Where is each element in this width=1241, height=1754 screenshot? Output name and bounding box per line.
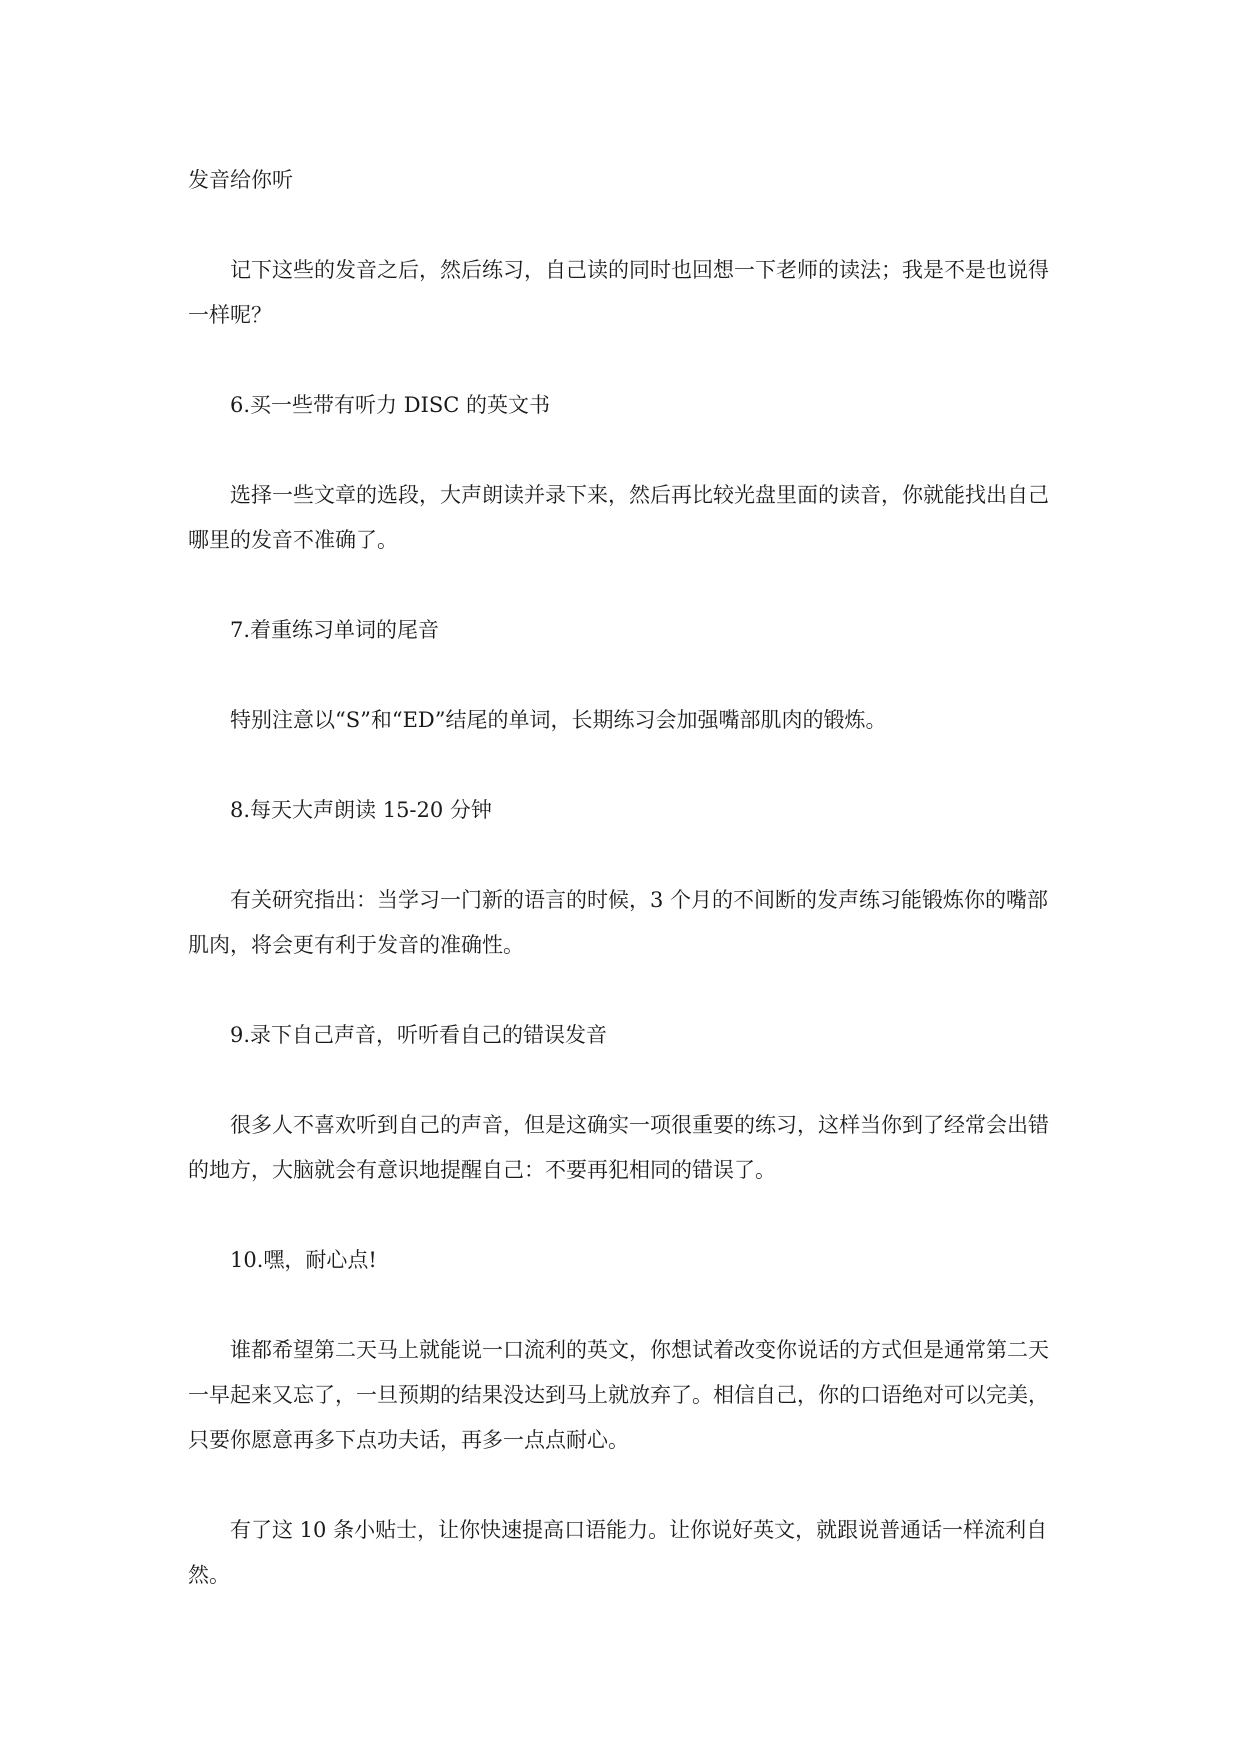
spacer bbox=[188, 653, 1058, 698]
tip-paragraph-7: 特别注意以“S”和“ED”结尾的单词，长期练习会加强嘴部肌肉的锻炼。 bbox=[230, 708, 887, 732]
tip-heading-7: 7.着重练习单词的尾音 bbox=[230, 618, 440, 642]
tip-paragraph-9: 很多人不喜欢听到自己的声音，但是这确实一项很重要的练习，这样当你到了经常会出错的地方，大脑就会有意识地提醒自己：不要再犯相同的错误了。 bbox=[188, 1113, 1049, 1182]
spacer bbox=[188, 203, 1058, 248]
document-body bbox=[188, 158, 1058, 1598]
continued-line: 发音给你听 bbox=[188, 168, 293, 192]
spacer bbox=[188, 428, 1058, 473]
spacer bbox=[188, 563, 1058, 608]
tip-paragraph-6: 选择一些文章的选段，大声朗读并录下来，然后再比较光盘里面的读音，你就能找出自己哪里的发音不准确了。 bbox=[188, 483, 1049, 552]
spacer bbox=[188, 968, 1058, 1013]
spacer bbox=[188, 338, 1058, 383]
paragraph-record-pronunciation: 记下这些的发音之后，然后练习，自己读的同时也回想一下老师的读法；我是不是也说得一样呢？ bbox=[188, 258, 1049, 327]
spacer bbox=[188, 1058, 1058, 1103]
spacer bbox=[188, 833, 1058, 878]
spacer bbox=[188, 1283, 1058, 1328]
tip-paragraph-8: 有关研究指出：当学习一门新的语言的时候，3 个月的不间断的发声练习能锻炼你的嘴部肌肉，将会更有利于发音的准确性。 bbox=[188, 888, 1049, 957]
tip-heading-6: 6.买一些带有听力 DISC 的英文书 bbox=[230, 393, 550, 417]
tip-heading-9: 9.录下自己声音，听听看自己的错误发音 bbox=[230, 1023, 608, 1047]
spacer bbox=[188, 743, 1058, 788]
tip-heading-8: 8.每天大声朗读 15-20 分钟 bbox=[230, 798, 492, 822]
spacer bbox=[188, 1463, 1058, 1508]
tip-paragraph-10: 谁都希望第二天马上就能说一口流利的英文，你想试着改变你说话的方式但是通常第二天一早起来又忘了，一旦预期的结果没达到马上就放弃了。相信自己，你的口语绝对可以完美，只要你愿意再多下点功夫话，再多一点点耐心。 bbox=[188, 1338, 1049, 1452]
spacer bbox=[188, 1193, 1058, 1238]
tip-heading-10: 10.嘿，耐心点! bbox=[230, 1248, 377, 1272]
closing-paragraph: 有了这 10 条小贴士，让你快速提高口语能力。让你说好英文，就跟说普通话一样流利自然。 bbox=[188, 1518, 1048, 1587]
